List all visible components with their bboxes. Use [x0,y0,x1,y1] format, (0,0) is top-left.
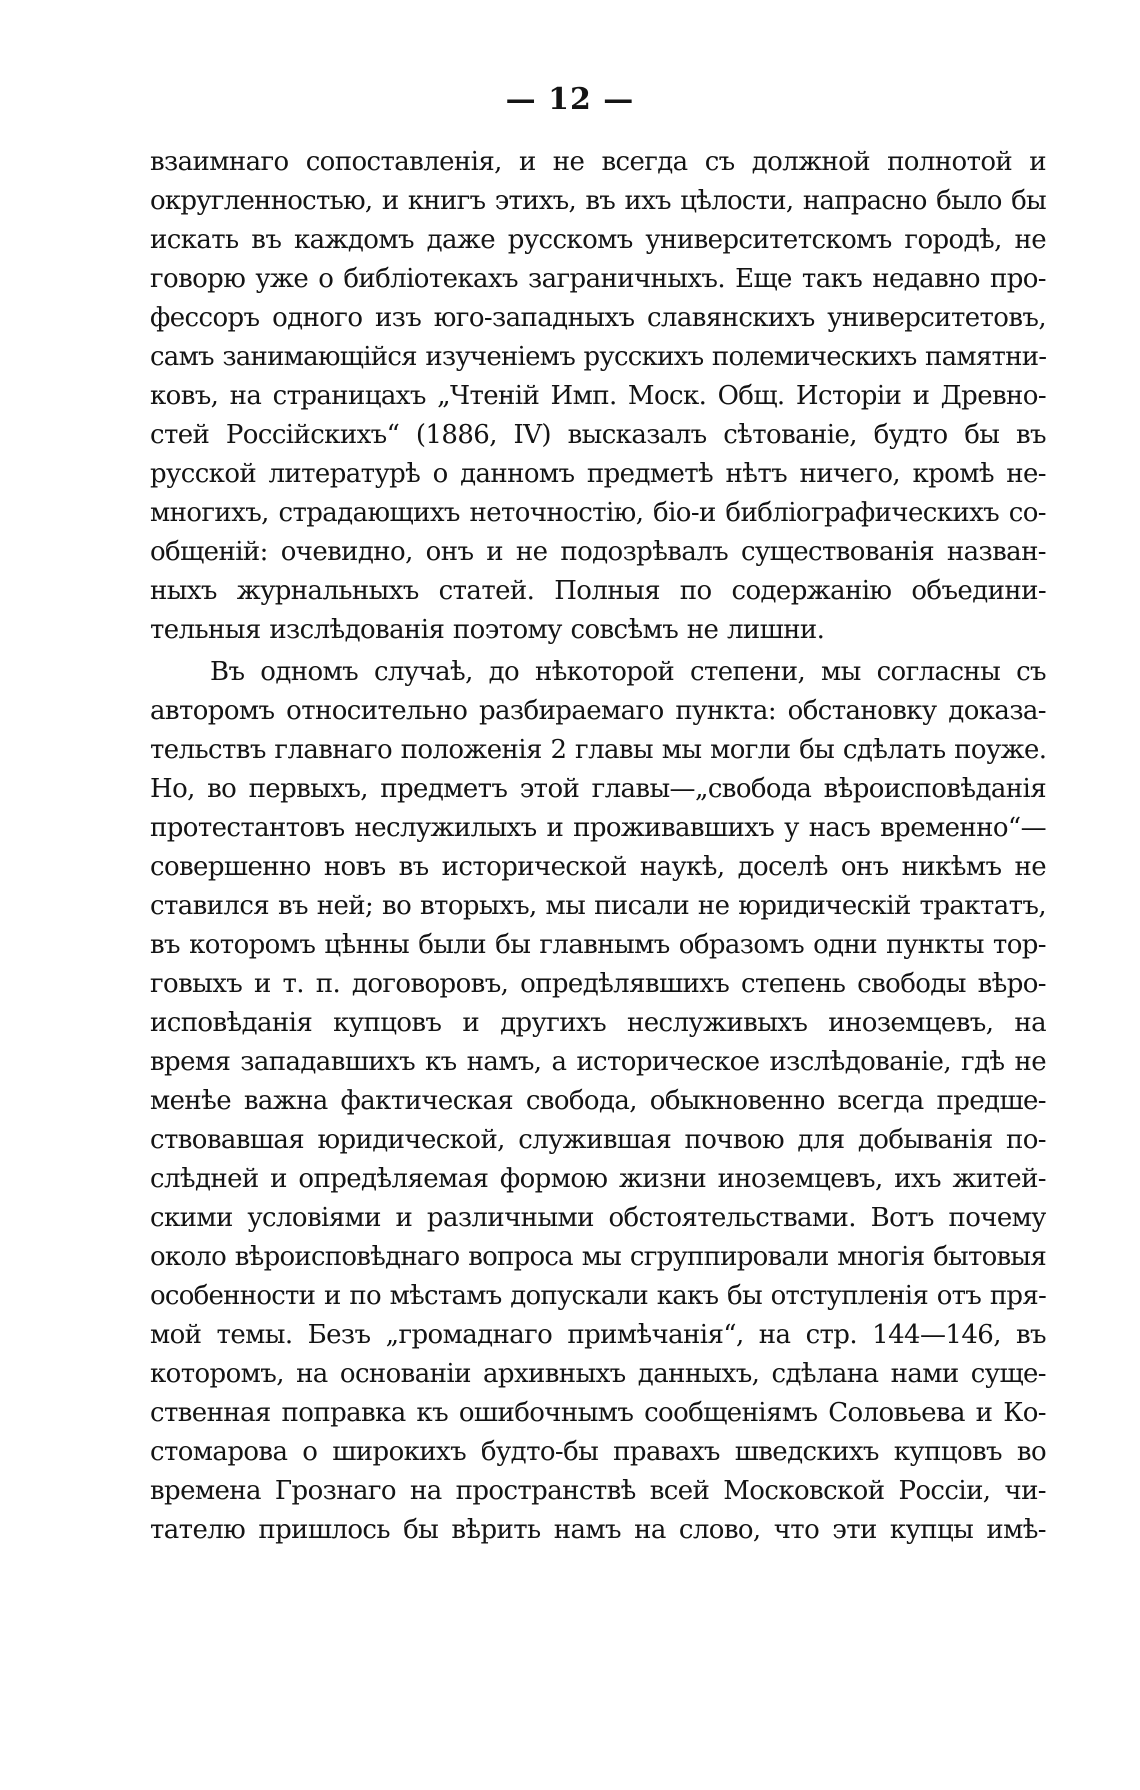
paragraph-2 [150,653,1046,1550]
text-line: тельныя изслѣдованія поэтому совсѣмъ не лишни. [150,615,825,645]
text-line: слѣдней и опредѣляемая формою жизни иноземцевъ, ихъ житей- [150,1164,1046,1194]
text-line: скими условіями и различными обстоятельствами. Вотъ почему [150,1203,1046,1233]
text-line: Въ одномъ случаѣ, до нѣкоторой степени, мы согласны съ [210,657,1046,687]
text-line: около вѣроисповѣднаго вопроса мы сгруппировали многія бытовыя [150,1242,1046,1272]
text-line: округленностью, и книгъ этихъ, въ ихъ цѣлости, напрасно было бы [150,186,1046,216]
text-line: говорю уже о библіотекахъ заграничныхъ. Еще такъ недавно про- [150,264,1046,294]
text-line: особенности и по мѣстамъ допускали какъ бы отступленія отъ пря- [150,1281,1046,1311]
text-line: фессоръ одного изъ юго-западныхъ славянскихъ университетовъ, [150,303,1046,333]
text-line: Но, во первыхъ, предметъ этой главы—„свобода вѣроисповѣданія [150,774,1046,804]
text-line: стей Россійскихъ“ (1886, IV) высказалъ сѣтованіе, будто бы въ [150,420,1046,450]
text-line: мой темы. Безъ „громаднаго примѣчанія“, на стр. 144—146, въ [150,1320,1046,1350]
text-line: ственная поправка къ ошибочнымъ сообщеніямъ Соловьева и Ко- [150,1398,1046,1428]
text-line: самъ занимающійся изученіемъ русскихъ полемическихъ памятни- [150,342,1046,372]
text-line: тателю пришлось бы вѣрить намъ на слово, что эти купцы имѣ- [150,1515,1046,1545]
text-line: которомъ, на основаніи архивныхъ данныхъ, сдѣлана нами суще- [150,1359,1046,1389]
text-line: стомарова о широкихъ будто-бы правахъ шведскихъ купцовъ во [150,1437,1046,1467]
text-line: менѣе важна фактическая свобода, обыкновенно всегда предше- [150,1086,1046,1116]
text-line: многихъ, страдающихъ неточностію, біо-и библіографическихъ со- [150,498,1046,528]
text-line: протестантовъ неслужилыхъ и проживавшихъ у насъ временно“— [150,813,1046,843]
page-number: — 12 — [505,82,635,117]
body-text [150,143,1046,1550]
text-line: общеній: очевидно, онъ и не подозрѣвалъ существованія назван- [150,537,1046,567]
text-line: ковъ, на страницахъ „Чтеній Имп. Моск. Общ. Исторіи и Древно- [150,381,1046,411]
text-line: время западавшихъ къ намъ, а историческое изслѣдованіе, гдѣ не [150,1047,1046,1077]
text-line: тельствъ главнаго положенія 2 главы мы могли бы сдѣлать поуже. [150,735,1046,765]
text-line: исповѣданія купцовъ и другихъ неслуживыхъ иноземцевъ, на [150,1008,1046,1038]
text-line: русской литературѣ о данномъ предметѣ нѣтъ ничего, кромѣ не- [150,459,1046,489]
text-line: авторомъ относительно разбираемаго пункта: обстановку доказа- [150,696,1046,726]
text-line: ствовавшая юридической, служившая почвою для добыванія по- [150,1125,1046,1155]
text-line: совершенно новъ въ исторической наукѣ, доселѣ онъ никѣмъ не [150,852,1046,882]
text-line: ставился въ ней; во вторыхъ, мы писали не юридическій трактатъ, [150,891,1046,921]
paragraph-1 [150,143,1046,650]
text-line: въ которомъ цѣнны были бы главнымъ образомъ одни пункты тор- [150,930,1046,960]
text-line: времена Грознаго на пространствѣ всей Московской Россіи, чи- [150,1476,1046,1506]
text-line: говыхъ и т. п. договоровъ, опредѣлявшихъ степень свободы вѣро- [150,969,1046,999]
text-line: искать въ каждомъ даже русскомъ университетскомъ городѣ, не [150,225,1046,255]
text-line: взаимнаго сопоставленія, и не всегда съ должной полнотой и [150,147,1046,177]
text-line: ныхъ журнальныхъ статей. Полныя по содержанію объедини- [150,576,1046,606]
